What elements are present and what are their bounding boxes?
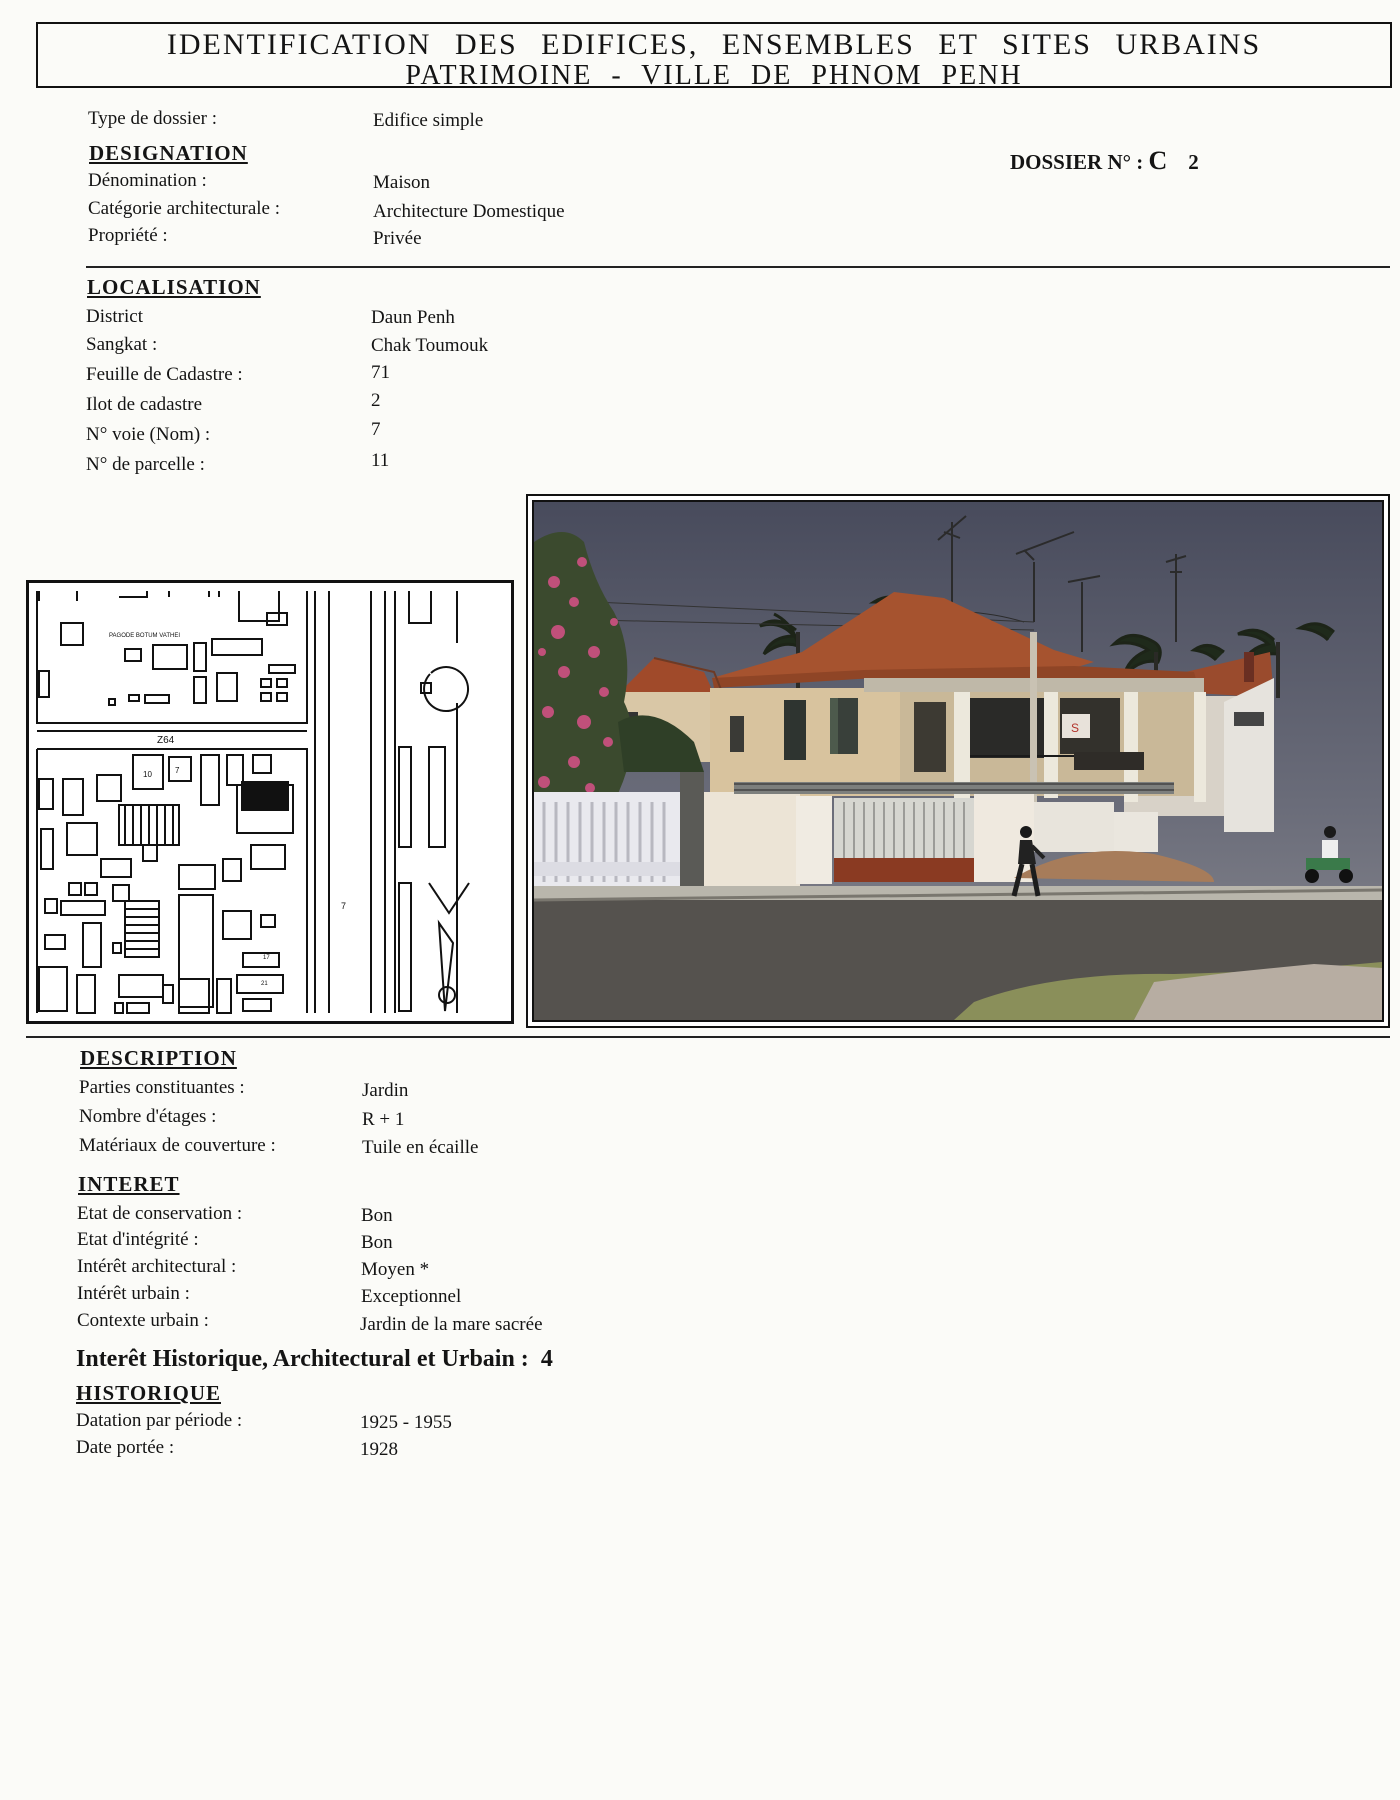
section-designation-title: DESIGNATION — [89, 141, 248, 165]
cadastral-map-drawing — [29, 583, 511, 1021]
sangkat-value: Chak Toumouk — [371, 335, 489, 356]
propriete-value: Privée — [373, 228, 422, 249]
etat-conservation-value: Bon — [361, 1205, 393, 1226]
ilot-cadastre-label: Ilot de cadastre — [86, 394, 203, 415]
etat-integrite-value: Bon — [361, 1232, 393, 1253]
dossier-number — [1010, 146, 1199, 176]
type-dossier-value: Edifice simple — [373, 110, 484, 131]
section-historique-title: HISTORIQUE — [76, 1381, 221, 1405]
section-localisation-title: LOCALISATION — [87, 275, 261, 299]
categorie-label: Catégorie architecturale : — [88, 198, 281, 219]
feuille-cadastre-label: Feuille de Cadastre : — [86, 364, 243, 385]
map-label-pagoda: PAGODE BOTUM VATHEI — [109, 633, 181, 639]
map-label-street-number: 7 — [341, 901, 347, 911]
contexte-urbain-label: Contexte urbain : — [77, 1310, 209, 1331]
interet-global-label: Interêt Historique, Architectural et Urbain : — [76, 1346, 529, 1372]
numero-voie-value: 7 — [371, 419, 381, 440]
ilot-cadastre-value: 2 — [371, 390, 381, 411]
datation-periode-label: Datation par période : — [76, 1410, 243, 1431]
denomination-label: Dénomination : — [88, 170, 207, 191]
header-box — [36, 22, 1392, 91]
map-label-street-code: Z64 — [157, 735, 175, 746]
nombre-etages-label: Nombre d'étages : — [79, 1106, 217, 1127]
map-label-p17: 17 — [263, 955, 270, 961]
dossier-label: DOSSIER N° : — [1010, 150, 1144, 174]
district-label: District — [86, 306, 143, 327]
parties-constituantes-value: Jardin — [362, 1080, 409, 1101]
nombre-etages-value: R + 1 — [362, 1109, 405, 1130]
section-description-title: DESCRIPTION — [80, 1046, 237, 1070]
photo-frame — [526, 494, 1390, 1028]
highlighted-parcel — [241, 781, 289, 811]
materiaux-couverture-value: Tuile en écaille — [362, 1137, 479, 1158]
front-wall — [704, 792, 800, 890]
categorie-value: Architecture Domestique — [373, 201, 565, 222]
divider-2 — [26, 1036, 1390, 1038]
datation-periode-value: 1925 - 1955 — [360, 1412, 452, 1433]
cadastral-map — [26, 580, 514, 1024]
map-label-parcel-b: 7 — [175, 766, 180, 775]
date-portee-label: Date portée : — [76, 1437, 175, 1458]
materiaux-couverture-label: Matériaux de couverture : — [79, 1135, 276, 1156]
interet-urbain-label: Intérêt urbain : — [77, 1283, 190, 1304]
numero-voie-label: N° voie (Nom) : — [86, 424, 211, 445]
interet-global — [76, 1346, 553, 1373]
house-photo — [532, 500, 1384, 1022]
denomination-value: Maison — [373, 172, 430, 193]
house-photo-drawing — [534, 502, 1382, 1020]
contexte-urbain-value: Jardin de la mare sacrée — [360, 1314, 543, 1335]
district-value: Daun Penh — [371, 307, 455, 328]
type-dossier-label: Type de dossier : — [88, 108, 218, 129]
interet-architectural-value: Moyen * — [361, 1259, 430, 1280]
etat-conservation-label: Etat de conservation : — [77, 1203, 243, 1224]
interet-urbain-value: Exceptionnel — [361, 1286, 462, 1307]
parties-constituantes-label: Parties constituantes : — [79, 1077, 245, 1098]
dossier-letter: C — [1148, 146, 1168, 175]
shop-sign-text: S — [1071, 721, 1080, 735]
stone-pillar — [680, 772, 704, 900]
interet-global-value: 4 — [540, 1346, 553, 1372]
etat-integrite-label: Etat d'intégrité : — [77, 1229, 199, 1250]
dossier-num: 2 — [1188, 150, 1199, 174]
interet-architectural-label: Intérêt architectural : — [77, 1256, 237, 1277]
feuille-cadastre-value: 71 — [371, 362, 390, 383]
header-title-line2: PATRIMOINE - VILLE DE PHNOM PENH — [405, 60, 1023, 91]
divider-1 — [86, 266, 1390, 268]
sangkat-label: Sangkat : — [86, 334, 158, 355]
numero-parcelle-label: N° de parcelle : — [86, 454, 205, 475]
header-title-line1: IDENTIFICATION DES EDIFICES, ENSEMBLES ET SITES URBAINS — [166, 28, 1262, 61]
date-portee-value: 1928 — [360, 1439, 398, 1460]
map-label-parcel-a: 10 — [143, 770, 152, 779]
section-interet-title: INTERET — [78, 1172, 180, 1196]
propriete-label: Propriété : — [88, 225, 168, 246]
numero-parcelle-value: 11 — [371, 450, 390, 471]
map-label-p21: 21 — [261, 981, 268, 987]
